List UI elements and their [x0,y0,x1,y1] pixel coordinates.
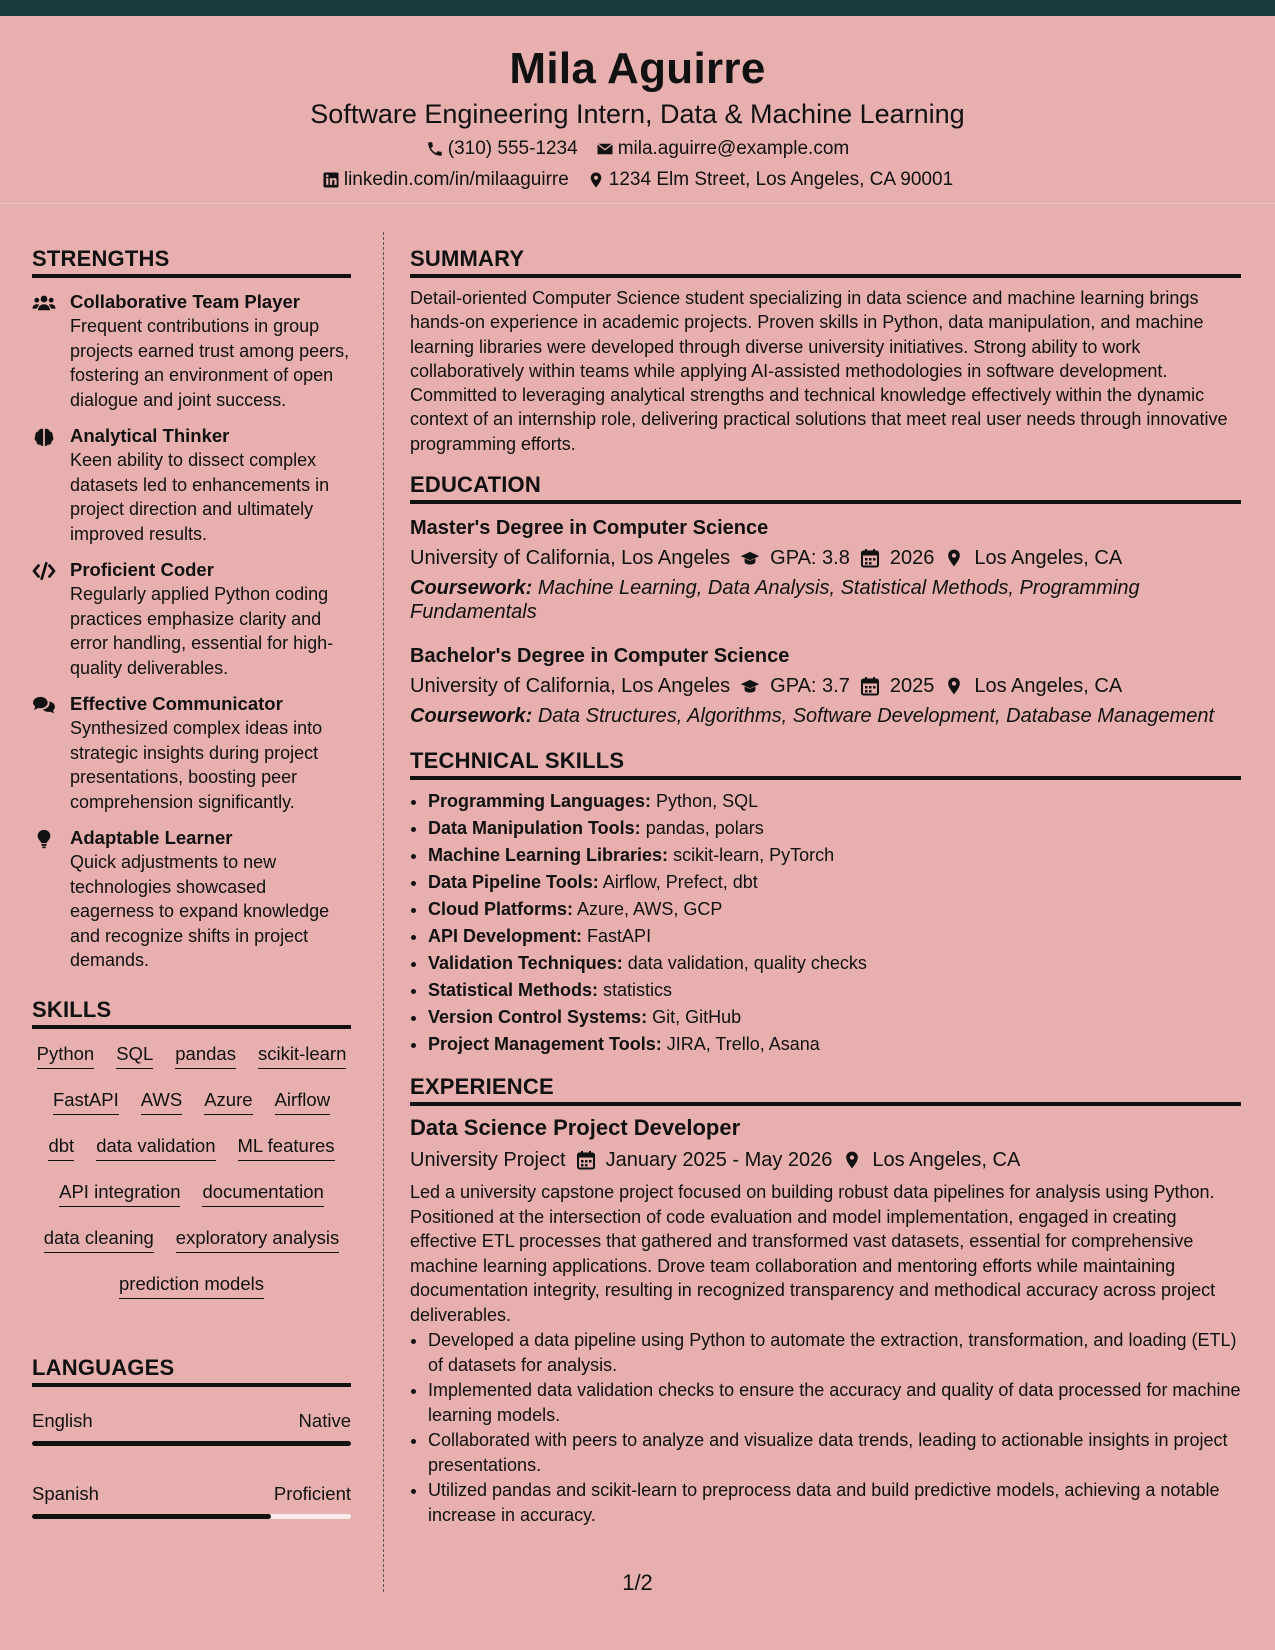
gpa-text: GPA: 3.8 [770,547,850,570]
technical-skills-heading: TECHNICAL SKILLS [410,746,1241,780]
job-title: Data Science Project Developer [410,1115,741,1141]
language-name: English [32,1409,93,1431]
skills-heading: SKILLS [32,995,351,1029]
skill-tag: Azure [204,1087,252,1115]
skill-tag: scikit-learn [258,1041,346,1069]
strength-item [32,424,351,546]
language-proficiency-fill [32,1441,351,1446]
strength-name: Analytical Thinker [70,425,230,446]
list-item: • Validation Techniques: data validation, quality checks [428,950,1241,977]
coursework [410,704,1241,728]
skills-list [32,1041,351,1317]
coursework [410,576,1241,624]
experience-heading: EXPERIENCE [410,1072,1241,1106]
coursework-label: Coursework: [410,705,533,728]
organization-name: University Project [410,1149,566,1172]
list-item: • API Development: FastAPI [428,923,1241,950]
list-item: • Version Control Systems: Git, GitHub [428,1004,1241,1031]
strength-item [32,558,351,680]
column-divider [383,232,384,1592]
technical-skills-list [410,788,1241,1058]
linkedin-icon [322,171,340,189]
language-level: Proficient [273,1482,351,1504]
education-heading: EDUCATION [410,470,1241,504]
language-proficiency-bar [32,1441,351,1446]
strength-desc: Regularly applied Python coding practices emphasize clarity and error handling, essential for high-quality deliverables. [70,584,334,678]
graduation-cap-icon [740,548,760,568]
skill-tag: exploratory analysis [176,1225,340,1253]
education-location: Los Angeles, CA [974,547,1123,570]
resume-header [0,16,1275,204]
strengths-heading: STRENGTHS [32,244,351,278]
language-name: Spanish [32,1482,99,1504]
graduation-cap-icon [740,676,760,696]
languages-heading: LANGUAGES [32,1353,351,1387]
address-text: 1234 Elm Street, Los Angeles, CA 90001 [608,169,954,190]
strength-desc: Quick adjustments to new technologies showcased eagerness to expand knowledge and recognize shifts in project demands. [70,852,330,970]
list-item: • Programming Languages: Python, SQL [428,788,1241,815]
phone-text: (310) 555-1234 [447,138,578,159]
comments-icon [32,695,56,715]
contact-row-2 [0,168,1275,192]
skill-tag: AWS [141,1087,182,1115]
language-level: Native [298,1409,351,1431]
gpa-text: GPA: 3.7 [770,675,850,698]
summary-text: Detail-oriented Computer Science student specializing in data science and machine learning brings hands-on experience in academic projects. Proven skills in Python, data manipulation, and machine learning libraries were developed through diverse university initiatives. Strong ability to work collaboratively within teams while applying AI-assisted methodologies in software development. Committed to leveraging analytical strengths and technical knowledge effectively within the dynamic context of an internship role, delivering practical solutions that meet real user needs through innovative programming efforts. [410,288,1228,454]
list-item: • Machine Learning Libraries: scikit-learn, PyTorch [428,842,1241,869]
graduation-year: 2025 [889,675,935,698]
map-pin-icon [944,548,964,568]
graduation-year: 2026 [889,547,935,570]
strength-desc: Keen ability to dissect complex datasets led to enhancements in project direction and ultimately improved results. [70,450,330,544]
degree-title: Master's Degree in Computer Science [410,517,769,540]
page-number: 1/2 [622,1570,653,1595]
address-contact [587,168,953,192]
school-name: University of California, Los Angeles [410,675,731,698]
strength-desc: Frequent contributions in group projects earned trust among peers, fostering an environment of open dialogue and joint success. [70,316,350,410]
skill-tag: dbt [48,1133,74,1161]
job-meta [410,1146,1241,1174]
skill-tag: FastAPI [53,1087,119,1115]
degree-title: Bachelor's Degree in Computer Science [410,645,790,668]
skill-tag: pandas [175,1041,236,1069]
strength-name: Proficient Coder [70,559,214,580]
list-item: • Project Management Tools: JIRA, Trello, Asana [428,1031,1241,1058]
skill-tag: API integration [59,1179,180,1207]
list-item: • Data Pipeline Tools: Airflow, Prefect, dbt [428,869,1241,896]
language-item [32,1482,351,1519]
skill-tag: data cleaning [44,1225,154,1253]
skill-tag: documentation [202,1179,323,1207]
summary-heading: SUMMARY [410,244,1241,278]
candidate-name: Mila Aguirre [509,44,766,93]
top-accent-bar [0,0,1275,16]
strength-item [32,692,351,814]
language-proficiency-bar [32,1514,351,1519]
strength-name: Adaptable Learner [70,827,233,848]
job-bullets [410,1328,1241,1527]
job-dates: January 2025 - May 2026 [605,1149,833,1172]
left-column [32,244,351,1519]
list-item: • Developed a data pipeline using Python to automate the extraction, transformation, and loading (ETL) of datasets for analysis. [428,1328,1241,1377]
job-description: Led a university capstone project focused on building robust data pipelines for analysis using Python. Positioned at the intersection of code evaluation and model implementation, engaged in creating effective ETL processes that gathered and transformed vast datasets, essential for comprehensive machine learning applications. Drove team collaboration and mentoring efforts while maintaining documentation integrity, resulting in recognized transparency and methodical accuracy across project deliverables. [410,1182,1216,1325]
strength-name: Collaborative Team Player [70,291,300,312]
education-location: Los Angeles, CA [974,675,1123,698]
phone-contact[interactable] [426,137,578,161]
skill-tag: prediction models [119,1271,264,1299]
list-item: • Collaborated with peers to analyze and visualize data trends, leading to actionable insights in project presentations. [428,1428,1241,1477]
calendar-icon [860,676,880,696]
strength-item [32,826,351,973]
email-text: mila.aguirre@example.com [617,138,850,159]
envelope-icon [596,140,614,158]
skill-tag: SQL [116,1041,153,1069]
list-item: • Utilized pandas and scikit-learn to preprocess data and build predictive models, achieving a notable increase in accuracy. [428,1478,1241,1527]
lightbulb-icon [32,829,56,849]
code-icon [32,561,56,581]
skill-tag: Python [37,1041,95,1069]
calendar-icon [576,1150,596,1170]
skill-tag: ML features [238,1133,335,1161]
list-item: • Statistical Methods: statistics [428,977,1241,1004]
education-item [410,642,1241,728]
map-pin-icon [587,171,605,189]
strength-desc: Synthesized complex ideas into strategic insights during project presentations, boosting peer comprehension significantly. [70,718,323,812]
school-name: University of California, Los Angeles [410,547,731,570]
brain-icon [32,427,56,447]
coursework-list: Machine Learning, Data Analysis, Statistical Methods, Programming Fundamentals [410,577,1140,624]
users-icon [32,293,56,313]
skill-tag: Airflow [275,1087,331,1115]
job-location: Los Angeles, CA [872,1149,1021,1172]
contact-row-1 [0,137,1275,161]
linkedin-contact[interactable] [322,168,569,192]
strength-item [32,290,351,412]
strength-name: Effective Communicator [70,693,283,714]
map-pin-icon [944,676,964,696]
candidate-title: Software Engineering Intern, Data & Machine Learning [310,99,965,129]
right-column [410,244,1241,1528]
phone-icon [426,140,444,158]
list-item: • Implemented data validation checks to ensure the accuracy and quality of data processed for machine learning models. [428,1378,1241,1427]
coursework-list: Data Structures, Algorithms, Software Development, Database Management [537,705,1215,728]
calendar-icon [860,548,880,568]
skill-tag: data validation [96,1133,215,1161]
language-item [32,1409,351,1446]
email-contact[interactable] [596,137,850,161]
language-proficiency-fill [32,1514,271,1519]
list-item: • Data Manipulation Tools: pandas, polars [428,815,1241,842]
coursework-label: Coursework: [410,577,533,600]
list-item: • Cloud Platforms: Azure, AWS, GCP [428,896,1241,923]
linkedin-text: linkedin.com/in/milaaguirre [343,169,569,190]
education-item [410,514,1241,624]
map-pin-icon [842,1150,862,1170]
